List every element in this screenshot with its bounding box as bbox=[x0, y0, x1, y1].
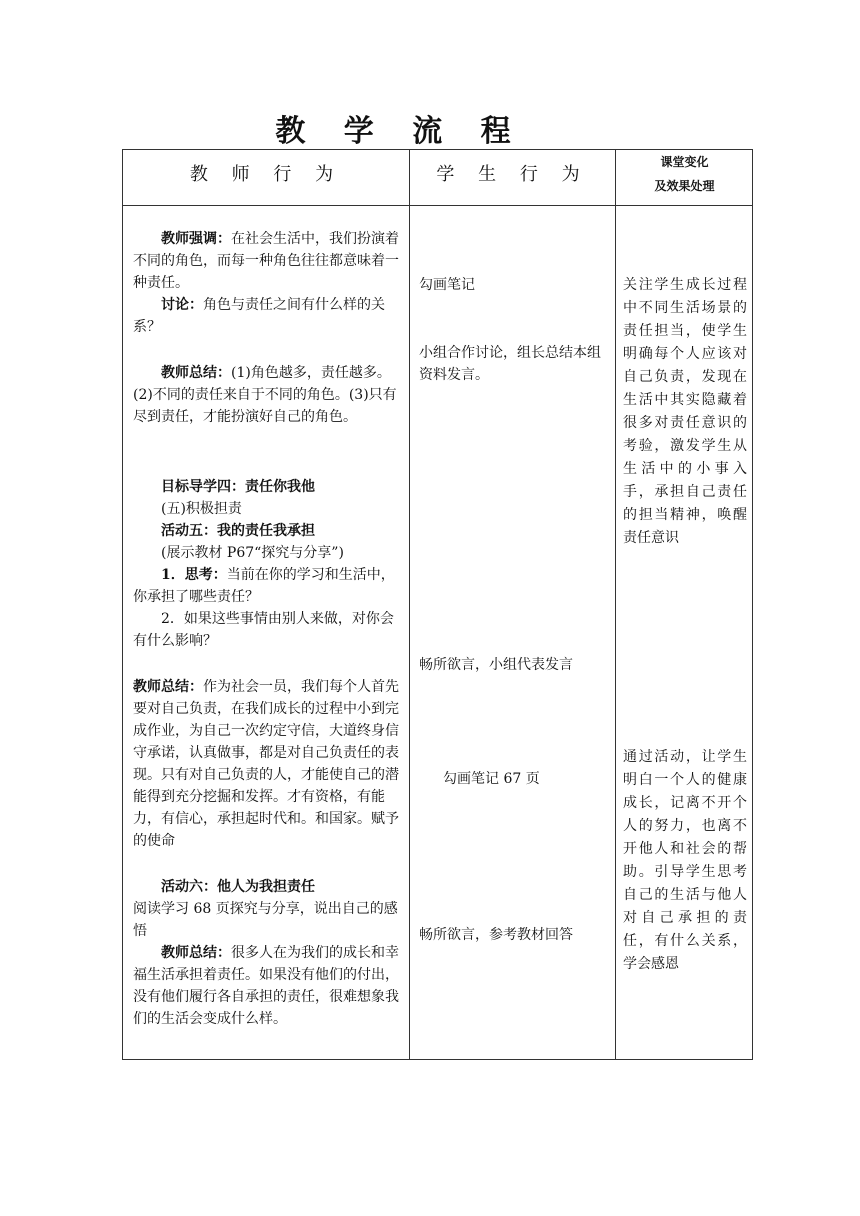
section-five: (五)积极担责 bbox=[161, 501, 242, 517]
activity-six-text: 阅读学习 68 页探究与分享，说出自己的感悟 bbox=[133, 901, 398, 939]
header-student: 学 生 行 为 bbox=[436, 164, 589, 185]
activity-six bbox=[161, 876, 315, 898]
header-divider bbox=[123, 205, 752, 206]
teacher-summary-2-text: 作为社会一员，我们每个人首先要对自己负责，在我们成长的过程中小到完成作业，为自己一次约定守信，大道终身信守承诺，认真做事，都是对自己负责任的表现。只有对自己负责的人，才能使自己的潜能得到充分挖掘和发挥。才有资格，有能力，有信心，承担起时代和。和国家。赋予的使命 bbox=[133, 679, 399, 849]
teacher-summary-2-label: 教师总结： bbox=[133, 679, 203, 695]
header-teacher: 教 师 行 为 bbox=[189, 164, 343, 185]
teaching-flow-table bbox=[122, 149, 753, 1060]
header-effect-line1: 课堂变化 bbox=[660, 155, 709, 169]
question-one-label: 1．思考： bbox=[161, 567, 227, 583]
header-effect-line2: 及效果处理 bbox=[654, 179, 715, 193]
teacher-summary-1-label: 教师总结： bbox=[161, 365, 231, 381]
student-speak-2: 畅所欲言，参考教材回答 bbox=[419, 927, 573, 943]
question-one bbox=[133, 564, 401, 608]
activity-five-note: (展示教材 P67“探究与分享”) bbox=[161, 545, 344, 561]
question-one-text: 当前在你的学习和生活中，你承担了哪些责任？ bbox=[133, 567, 395, 605]
teacher-emphasis bbox=[133, 228, 401, 294]
question-two: 2．如果这些事情由别人来做，对你会有什么影响？ bbox=[133, 611, 394, 649]
effect-note-1: 关注学生成长过程中不同生活场景的责任担当，使学生明确每个人应该对自己负责，发现在生活中其实隐藏着很多对责任意识的考验，激发学生从生活中的小事入手，承担自己责任的担当精神，唤醒责任意识 bbox=[623, 277, 747, 546]
activity-five bbox=[161, 520, 315, 542]
student-speak-1: 畅所欲言，小组代表发言 bbox=[419, 657, 573, 673]
effect-note-2: 通过活动，让学生明白一个人的健康成长，记离不开个人的努力，也离不开他人和社会的帮助。引导学生思考自己的生活与他人对自己承担的责任，有什么关系，学会感恩 bbox=[623, 749, 747, 972]
header-effect bbox=[616, 150, 753, 198]
teacher-emphasis-label: 教师强调： bbox=[161, 231, 231, 247]
page-title: 教 学 流 程 bbox=[275, 114, 525, 149]
teacher-summary-3-label: 教师总结： bbox=[161, 945, 231, 961]
discussion-text: 角色与责任之间有什么样的关系？ bbox=[133, 297, 385, 335]
teacher-summary-2 bbox=[133, 676, 401, 852]
student-group-discussion: 小组合作讨论，组长总结本组资料发言。 bbox=[419, 345, 601, 383]
activity-six-title: 活动六：他人为我担责任 bbox=[161, 879, 315, 895]
column-divider-2 bbox=[615, 150, 616, 1059]
activity-five-title: 活动五：我的责任我承担 bbox=[161, 523, 315, 539]
student-note-2: 勾画笔记 67 页 bbox=[443, 771, 540, 787]
column-divider-1 bbox=[409, 150, 410, 1059]
student-note-1: 勾画笔记 bbox=[419, 277, 475, 293]
discussion-label: 讨论： bbox=[161, 297, 203, 313]
teacher-summary-1-text: (1)角色越多，责任越多。(2)不同的责任来自于不同的角色。(3)只有尽到责任，才能扮演好自己的角色。 bbox=[133, 365, 397, 425]
teacher-summary-3-text: 很多人在为我们的成长和幸福生活承担着责任。如果没有他们的付出，没有他们履行各自承担的责任，很难想象我们的生活会变成什么样。 bbox=[133, 945, 399, 1027]
teacher-summary-3 bbox=[133, 942, 401, 1030]
goal-four: 目标导学四：责任你我他 bbox=[161, 479, 315, 495]
discussion bbox=[133, 294, 401, 338]
teacher-summary-1 bbox=[133, 362, 401, 428]
teacher-emphasis-text: 在社会生活中，我们扮演着不同的角色，而每一种角色往往都意味着一种责任。 bbox=[133, 231, 399, 291]
